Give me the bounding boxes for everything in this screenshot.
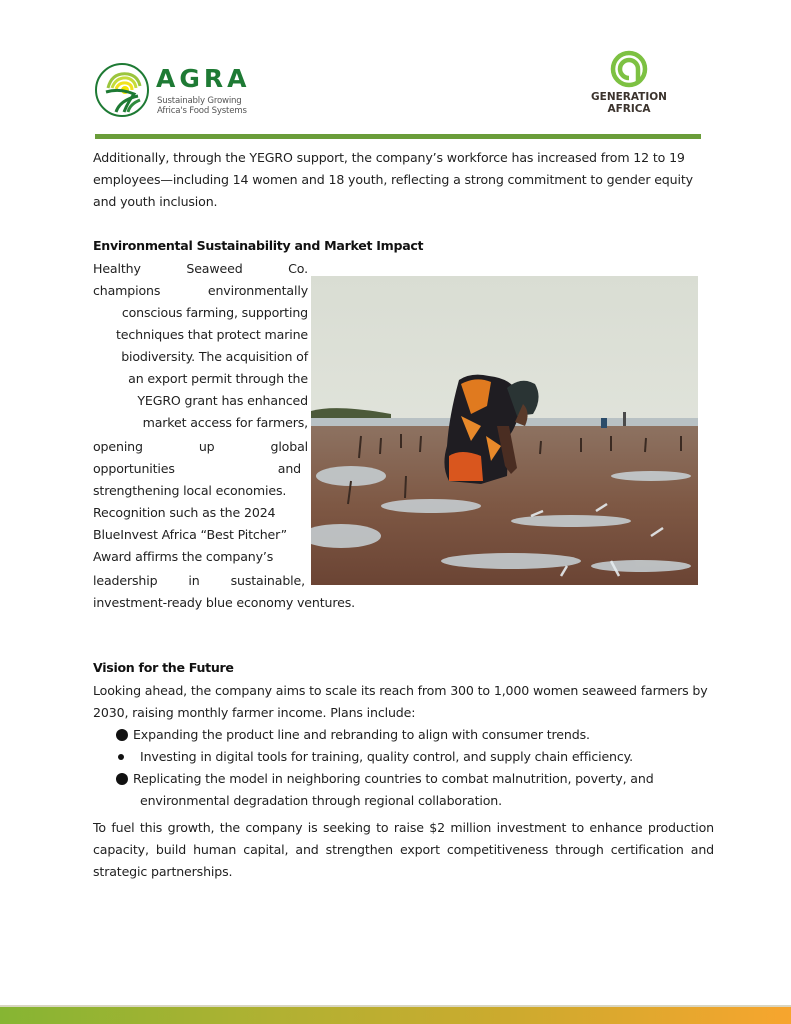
closing-paragraph: To fuel this growth, the company is seeking to raise $2 million investment to enhance production capacity, build human capital, and strengthen export competitiveness through certification and strategic partnerships. (93, 820, 714, 879)
plans-list (93, 724, 733, 812)
agra-africa-sun-icon (94, 62, 150, 118)
section-heading-environmental: Environmental Sustainability and Market Impact (93, 238, 424, 253)
list-item (93, 768, 733, 790)
text-line (93, 458, 301, 480)
generation-africa-wordmark (584, 91, 674, 115)
word: opportunities (93, 461, 175, 476)
text-line: strengthening local economies. (93, 483, 287, 498)
agra-wordmark: AGRA (156, 64, 251, 93)
list-item-text: Investing in digital tools for training, quality control, and supply chain efficiency. (140, 749, 634, 764)
text-line: an export permit through the (128, 371, 308, 386)
text-line: investment-ready blue economy ventures. (93, 595, 355, 610)
text-line: biodiversity. The acquisition of (121, 349, 308, 364)
seaweed-farmer-photo (311, 276, 698, 585)
vision-paragraph: Looking ahead, the company aims to scale its reach from 300 to 1,000 women seaweed farmers by 2030, raising monthly farmer income. Plans include: (93, 683, 708, 720)
text-line: techniques that protect marine (116, 327, 308, 342)
bullet-icon (116, 773, 128, 785)
word: leadership (93, 573, 158, 588)
text-line: market access for farmers, (142, 415, 308, 430)
photo-illustration (311, 276, 698, 585)
environmental-paragraph (93, 258, 308, 592)
text-line (93, 258, 308, 280)
word: champions (93, 283, 161, 298)
text-line: BlueInvest Africa “Best Pitcher” (93, 527, 288, 542)
text-line (93, 570, 305, 592)
section-heading-vision: Vision for the Future (93, 660, 234, 675)
generation-africa-spiral-icon (610, 50, 648, 88)
word: in (188, 573, 200, 588)
agra-tagline-line2: Africa's Food Systems (157, 106, 247, 116)
word: Co. (288, 261, 308, 276)
ga-line2: AFRICA (607, 103, 651, 115)
text-line: conscious farming, supporting (121, 305, 308, 320)
agra-logo (94, 60, 254, 120)
word: up (198, 439, 215, 454)
word: sustainable, (230, 573, 305, 588)
footer-gradient-bar (0, 1007, 791, 1024)
text-line (93, 280, 308, 302)
text-line (93, 436, 308, 458)
text-line: YEGRO grant has enhanced (137, 393, 308, 408)
text-line: Recognition such as the 2024 (93, 505, 276, 520)
word: environmentally (207, 283, 308, 298)
list-item-text: Expanding the product line and rebranding to align with consumer trends. (133, 727, 590, 742)
text-line: Award affirms the company’s (93, 549, 274, 564)
list-item-continuation (93, 790, 733, 812)
bullet-icon (116, 729, 128, 741)
word: Healthy (93, 261, 141, 276)
agra-tagline-line1: Sustainably Growing (157, 96, 242, 106)
list-item-text: Replicating the model in neighboring countries to combat malnutrition, poverty, and (133, 771, 654, 786)
generation-africa-logo (584, 50, 674, 120)
list-item-text: environmental degradation through regional collaboration. (140, 793, 502, 808)
word: and (277, 461, 301, 476)
intro-paragraph: Additionally, through the YEGRO support, the company’s workforce has increased from 12 to 19 employees—including 14 women and 18 youth, reflecting a strong commitment to gender equity and youth inclusion. (93, 150, 693, 209)
list-item (93, 746, 733, 768)
word: global (270, 439, 308, 454)
bullet-icon (118, 754, 124, 760)
word: Seaweed (186, 261, 243, 276)
agra-tagline (157, 96, 247, 116)
word: opening (93, 439, 143, 454)
header-divider (95, 134, 701, 139)
list-item (93, 724, 733, 746)
ga-line1: GENERATION (591, 91, 667, 103)
